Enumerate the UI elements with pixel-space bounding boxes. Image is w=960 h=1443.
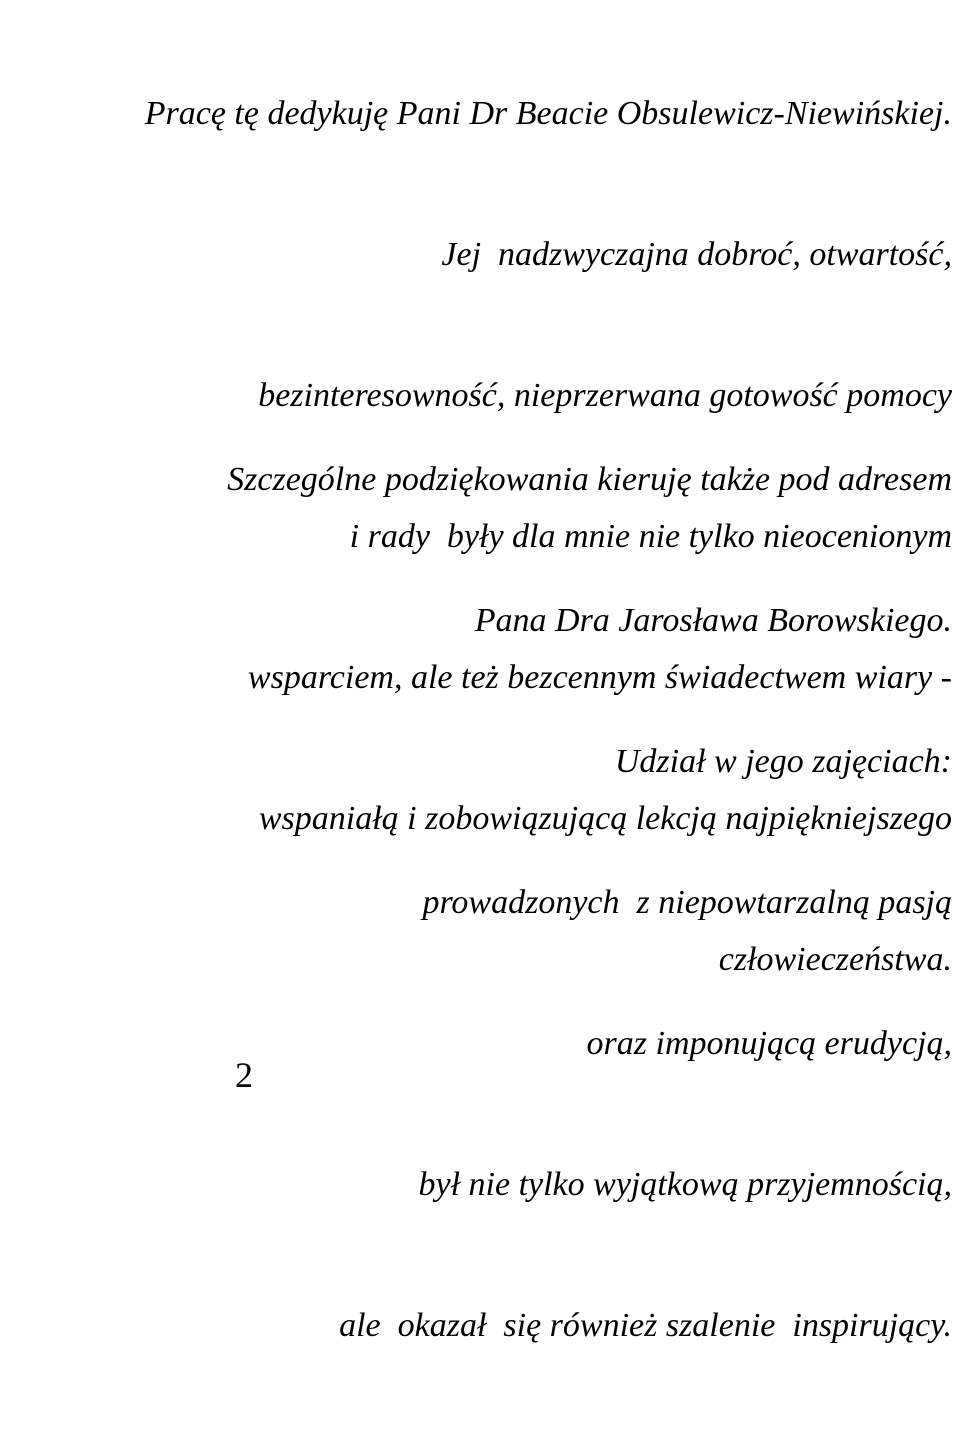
page-number: 2: [235, 1055, 253, 1095]
dedication-line: wspaniałą i zobowiązującą lekcją najpiękniejszego: [258, 800, 952, 837]
dedication-line: i rady były dla mnie nie tylko nieocenionym: [349, 518, 952, 555]
dedication-line: Jej nadzwyczajna dobroć, otwartość,: [441, 236, 952, 273]
dedication-line: bezinteresowność, nieprzerwana gotowość pomocy: [258, 377, 952, 414]
acknowledgement-line: ale okazał się również szalenie inspirujący.: [339, 1307, 952, 1344]
acknowledgement-line: Pana Dra Jarosława Borowskiego.: [474, 602, 952, 639]
dedication-line: Pracę tę dedykuję Pani Dr Beacie Obsulewicz-Niewińskiej.: [144, 95, 952, 132]
acknowledgement-line: Udział w jego zajęciach:: [614, 743, 952, 780]
acknowledgement-line: oraz imponującą erudycją,: [586, 1025, 952, 1062]
acknowledgement-line: był nie tylko wyjątkową przyjemnością,: [418, 1166, 952, 1203]
dedication-line: wsparciem, ale też bezcennym świadectwem wiary -: [247, 659, 952, 696]
dedication-line: człowieczeństwa.: [718, 941, 952, 978]
acknowledgement-line: Szczególne podziękowania kieruję także pod adresem: [227, 461, 952, 498]
acknowledgement-paragraph: [227, 362, 952, 1443]
acknowledgement-line: prowadzonych z niepowtarzalną pasją: [422, 884, 952, 921]
